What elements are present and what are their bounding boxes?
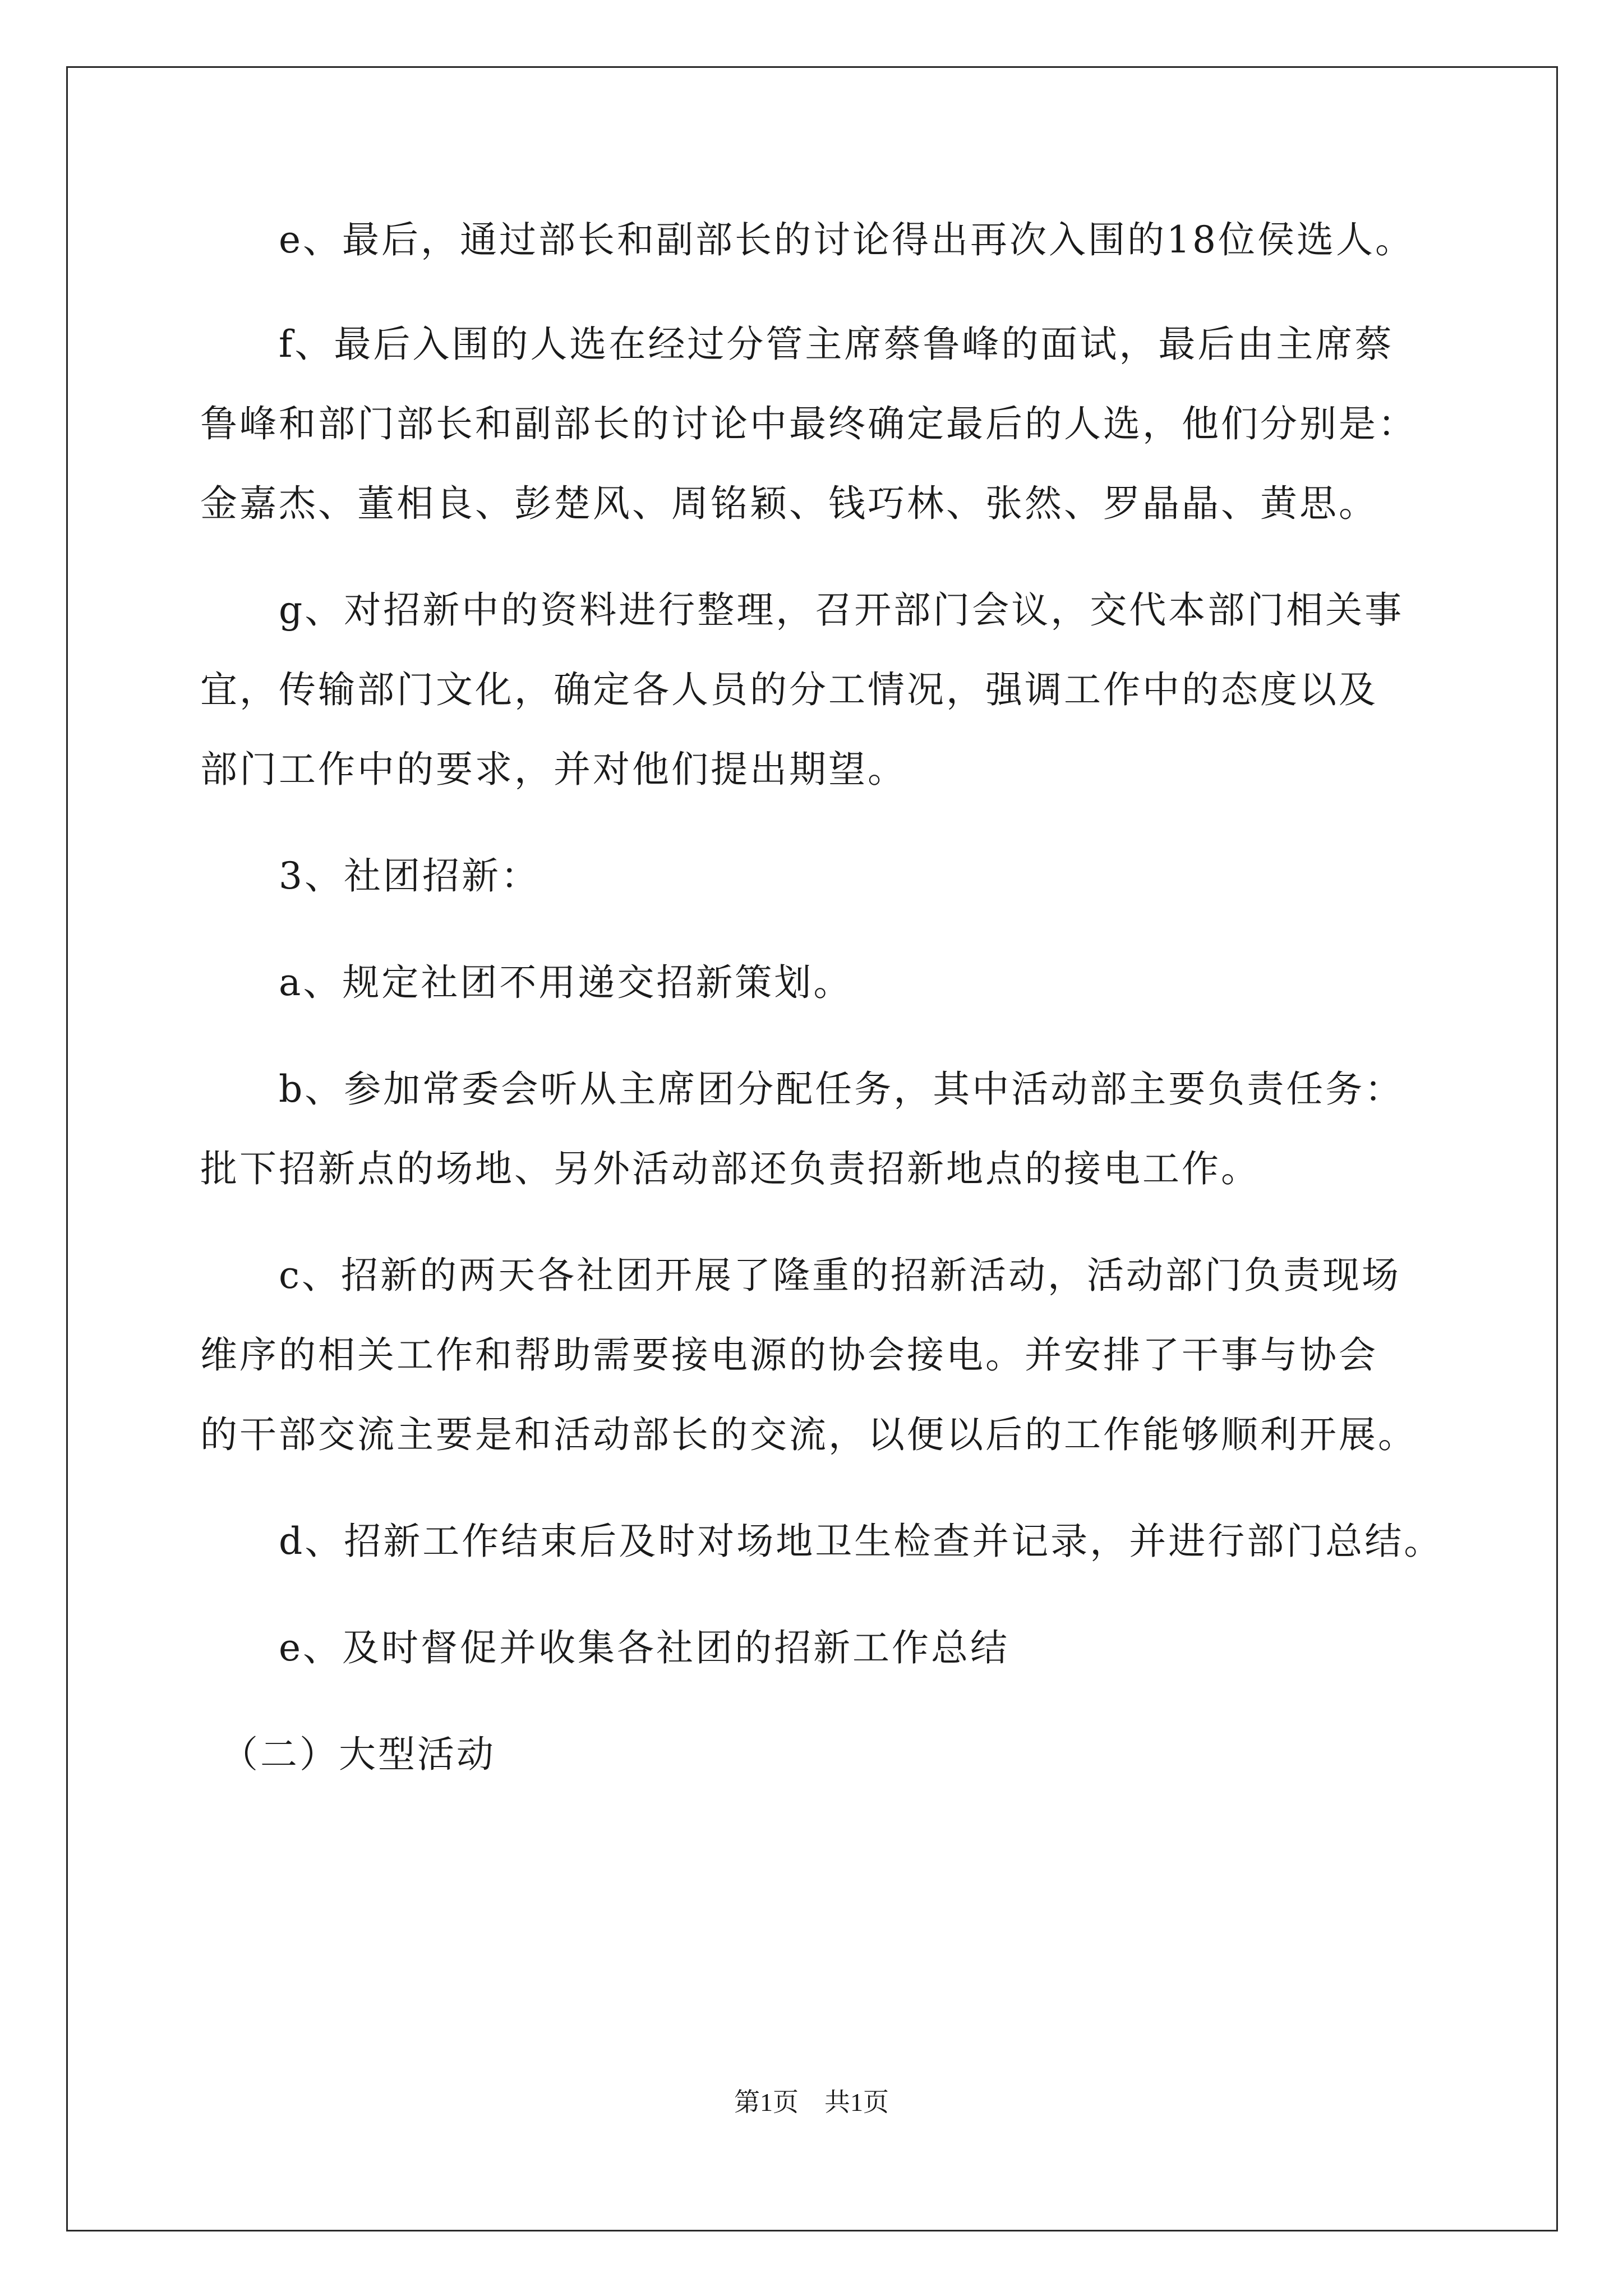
text-line: g、对招新中的资料进行整理，召开部门会议，交代本部门相关事 [200,588,1404,632]
text-line: d、招新工作结束后及时对场地卫生检查并记录，并进行部门总结。 [200,1520,1444,1563]
text-line: e、及时督促并收集各社团的招新工作总结 [200,1626,1010,1669]
text-line: f、最后入围的人选在经过分管主席蔡鲁峰的面试，最后由主席蔡 [200,323,1394,366]
text-line: a、规定社团不用递交招新策划。 [200,961,853,1004]
text-line: 批下招新点的场地、另外活动部还负责招新地点的接电工作。 [200,1147,1260,1190]
text-line: 鲁峰和部门部长和副部长的讨论中最终确定最后的人选，他们分别是： [200,402,1417,445]
text-line: 的干部交流主要是和活动部长的交流，以便以后的工作能够顺利开展。 [200,1413,1417,1456]
text-line: e、最后，通过部长和副部长的讨论得出再次入围的18位侯选人。 [200,218,1415,261]
text-line: 3、社团招新： [200,854,540,898]
text-line: 维序的相关工作和帮助需要接电源的协会接电。并安排了干事与协会 [200,1333,1378,1377]
text-line: 宜，传输部门文化，确定各人员的分工情况，强调工作中的态度以及 [200,668,1378,711]
section-heading: （二）大型活动 [200,1733,496,1776]
text-line: 金嘉杰、董相良、彭楚风、周铭颖、钱巧林、张然、罗晶晶、黄思。 [200,482,1378,525]
text-line: 部门工作中的要求，并对他们提出期望。 [200,748,907,791]
text-line: c、招新的两天各社团开展了隆重的招新活动，活动部门负责现场 [200,1254,1401,1297]
text-line: b、参加常委会听从主席团分配任务，其中活动部主要负责任务： [200,1068,1404,1111]
page-footer: 第1页 共1页 [734,2088,889,2116]
